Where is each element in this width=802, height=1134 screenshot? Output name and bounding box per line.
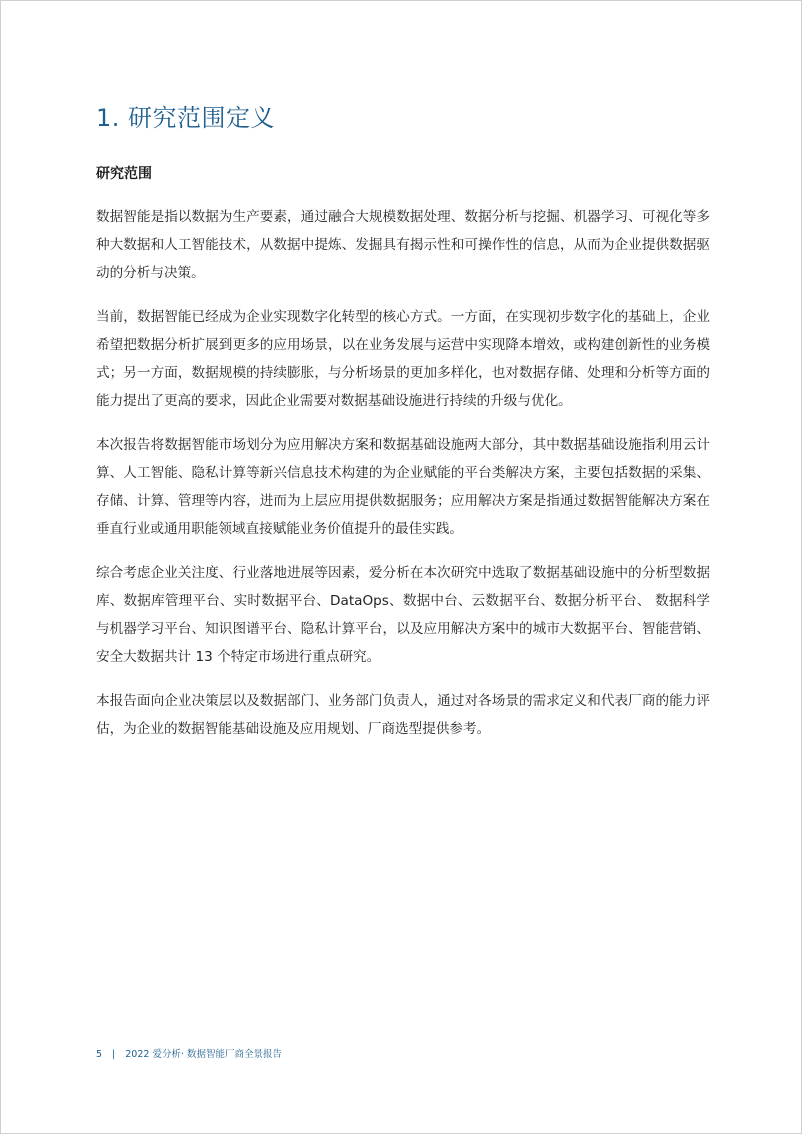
report-title: 2022 爱分析· 数据智能厂商全景报告 (125, 1049, 282, 1060)
section-subtitle: 研究范围 (96, 166, 152, 182)
body-text (96, 203, 710, 759)
page-footer (96, 1048, 282, 1062)
footer-separator: | (112, 1049, 116, 1060)
page-number: 5 (96, 1049, 103, 1060)
paragraph-current-state: 当前，数据智能已经成为企业实现数字化转型的核心方式。一方面，在实现初步数字化的基础上，企业希望把数据分析扩展到更多的应用场景，以在业务发展与运营中实现降本增效，或构建创新性的业务模式；另一方面，数据规模的持续膨胀，与分析场景的更加多样化，也对数据存储、处理和分析等方面的能力提出了更高的要求，因此企业需要对数据基础设施进行持续的升级与优化。 (96, 309, 710, 409)
paragraph-definition: 数据智能是指以数据为生产要素，通过融合大规模数据处理、数据分析与挖掘、机器学习、可视化等多种大数据和人工智能技术，从数据中提炼、发掘具有揭示性和可操作性的信息，从而为企业提供数据驱动的分析与决策。 (96, 209, 710, 281)
paragraph-audience: 本报告面向企业决策层以及数据部门、业务部门负责人，通过对各场景的需求定义和代表厂商的能力评估，为企业的数据智能基础设施及应用规划、厂商选型提供参考。 (96, 693, 710, 737)
paragraph-selected-markets: 综合考虑企业关注度、行业落地进展等因素，爱分析在本次研究中选取了数据基础设施中的分析型数据库、数据库管理平台、实时数据平台、DataOps、数据中台、云数据平台、数据分析平台、 数据科学与机器学习平台、知识图谱平台、隐私计算平台，以及应用解决方案中的城市大数据平台、智能营销、安全大数据共计 13 个特定市场进行重点研究。 (96, 565, 710, 665)
section-title: 1. 研究范围定义 (96, 104, 276, 132)
paragraph-market-division: 本次报告将数据智能市场划分为应用解决方案和数据基础设施两大部分，其中数据基础设施指利用云计算、人工智能、隐私计算等新兴信息技术构建的为企业赋能的平台类解决方案，主要包括数据的采集、存储、计算、管理等内容，进而为上层应用提供数据服务；应用解决方案是指通过数据智能解决方案在垂直行业或通用职能领域直接赋能业务价值提升的最佳实践。 (96, 437, 710, 537)
